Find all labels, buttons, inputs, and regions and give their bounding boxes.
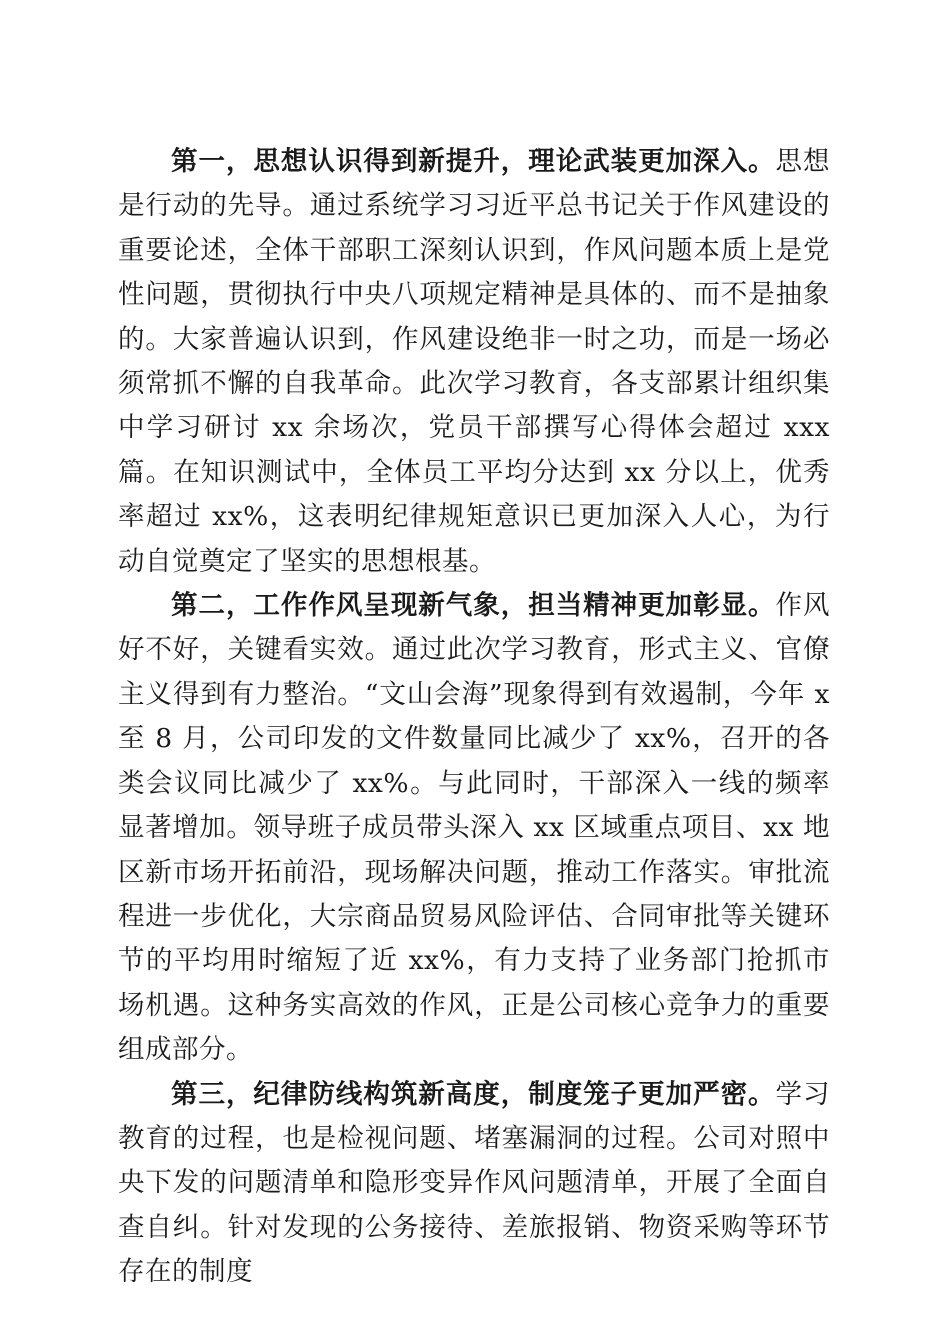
- paragraph-1: [118, 140, 830, 584]
- paragraph-3-text: 学习教育的过程，也是检视问题、堵塞漏洞的过程。公司对照中央下发的问题清单和隐形变异作风问题清单，开展了全面自查自纠。针对发现的公务接待、差旅报销、物资采购等环节存在的制度: [118, 1078, 831, 1288]
- paragraph-2: [118, 584, 830, 1072]
- paragraph-3-heading: 第三，纪律防线构筑新高度，制度笼子更加严密。: [171, 1078, 776, 1110]
- document-body: [118, 140, 830, 1295]
- paragraph-1-heading: 第一，思想认识得到新提升，理论武装更加深入。: [171, 146, 776, 177]
- paragraph-1-text: 思想是行动的先导。通过系统学习习近平总书记关于作风建设的重要论述，全体干部职工深刻认识到，作风问题本质上是党性问题，贯彻执行中央八项规定精神是具体的、而不是抽象的。大家普遍认识到，作风建设绝非一时之功，而是一场必须常抓不懈的自我革命。此次学习教育，各支部累计组织集中学习研讨 xx 余场次，党员干部撰写心得体会超过 xxx 篇。在知识测试中，全体员工平均分达到 xx 分以上，优秀率超过 xx%，这表明纪律规矩意识已更加深入人心，为行动自觉奠定了坚实的思想根基。: [118, 146, 831, 577]
- paragraph-2-text: 作风好不好，关键看实效。通过此次学习教育，形式主义、官僚主义得到有力整治。“文山会海”现象得到有效遏制，今年 x 至 8 月，公司印发的文件数量同比减少了 xx%，召开的各类会议同比减少了 xx%。与此同时，干部深入一线的频率显著增加。领导班子成员带头深入 xx 区域重点项目、xx 地区新市场开拓前沿，现场解决问题，推动工作落实。审批流程进一步优化，大宗商品贸易风险评估、合同审批等关键环节的平均用时缩短了近 xx%，有力支持了业务部门抢抓市场机遇。这种务实高效的作风，正是公司核心竞争力的重要组成部分。: [118, 590, 831, 1066]
- paragraph-3: [118, 1073, 830, 1295]
- paragraph-2-heading: 第二，工作作风呈现新气象，担当精神更加彰显。: [171, 590, 776, 622]
